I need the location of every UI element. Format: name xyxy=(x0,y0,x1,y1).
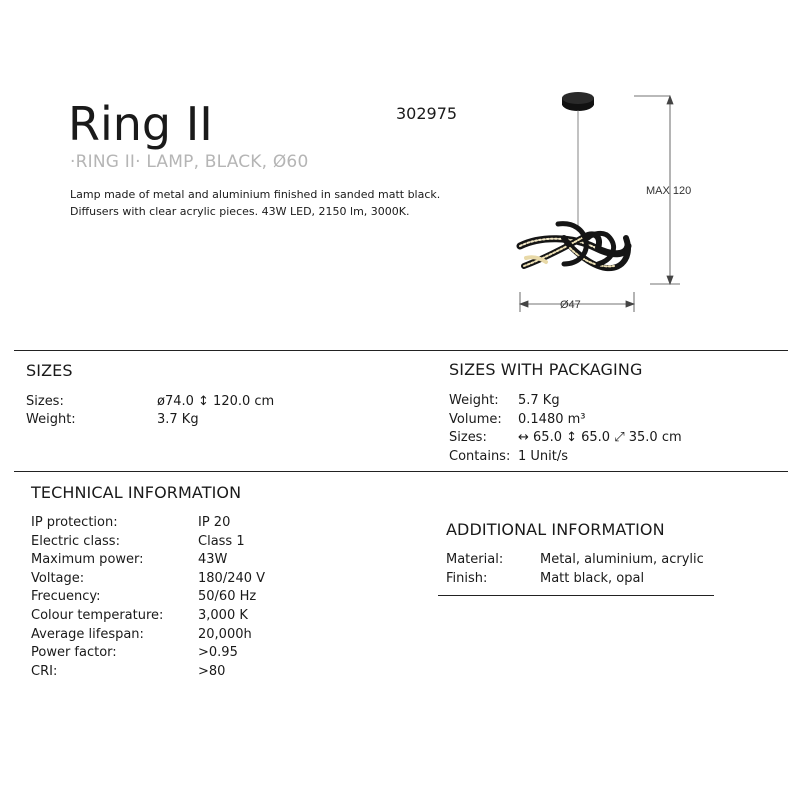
lamp-drawing xyxy=(500,88,720,318)
sizes-value: ø74.0 ↕ 120.0 cm xyxy=(157,394,275,409)
description-line: Diffusers with clear acrylic pieces. 43W LED, 2150 lm, 3000K. xyxy=(70,205,410,218)
lifespan-label: Average lifespan: xyxy=(31,627,144,642)
ip-label: IP protection: xyxy=(31,515,118,530)
lifespan-value: 20,000h xyxy=(198,627,252,642)
sizes-label: Sizes: xyxy=(26,394,64,409)
cri-value: >80 xyxy=(198,664,226,679)
finish-label: Finish: xyxy=(446,571,488,586)
packaging-contains-value: 1 Unit/s xyxy=(518,449,569,464)
additional-heading: ADDITIONAL INFORMATION xyxy=(446,520,665,539)
max-power-label: Maximum power: xyxy=(31,552,144,567)
packaging-weight-label: Weight: xyxy=(449,393,499,408)
frequency-value: 50/60 Hz xyxy=(198,589,257,604)
cri-label: CRI: xyxy=(31,664,58,679)
packaging-contains-label: Contains: xyxy=(449,449,511,464)
electric-class-label: Electric class: xyxy=(31,534,120,549)
product-code: 302975 xyxy=(396,104,458,123)
power-factor-label: Power factor: xyxy=(31,645,117,660)
packaging-heading: SIZES WITH PACKAGING xyxy=(449,360,643,379)
ip-value: IP 20 xyxy=(198,515,231,530)
width-label: Ø47 xyxy=(560,299,581,311)
sizes-heading: SIZES xyxy=(26,361,73,380)
power-factor-value: >0.95 xyxy=(198,645,238,660)
finish-value: Matt black, opal xyxy=(540,571,645,586)
product-subtitle: ·RING II· LAMP, BLACK, Ø60 xyxy=(70,152,309,172)
material-value: Metal, aluminium, acrylic xyxy=(540,552,704,567)
voltage-label: Voltage: xyxy=(31,571,85,586)
section-divider xyxy=(14,471,788,472)
description-line: Lamp made of metal and aluminium finished in sanded matt black. xyxy=(70,188,441,201)
height-label: MAX 120 xyxy=(646,185,692,197)
section-divider xyxy=(14,350,788,351)
packaging-sizes-label: Sizes: xyxy=(449,430,487,445)
colour-temp-label: Colour temperature: xyxy=(31,608,164,623)
additional-divider xyxy=(438,595,714,596)
electric-class-value: Class 1 xyxy=(198,534,245,549)
weight-value: 3.7 Kg xyxy=(157,412,199,427)
weight-label: Weight: xyxy=(26,412,76,427)
frequency-label: Frecuency: xyxy=(31,589,101,604)
material-label: Material: xyxy=(446,552,504,567)
max-power-value: 43W xyxy=(198,552,228,567)
packaging-volume-label: Volume: xyxy=(449,412,502,427)
packaging-sizes-value: ↔ 65.0 ↕ 65.0 ⤢ 35.0 cm xyxy=(518,430,682,445)
product-title: Ring II xyxy=(68,97,213,151)
lamp-rings xyxy=(520,224,628,268)
packaging-volume-value: 0.1480 m³ xyxy=(518,412,586,427)
colour-temp-value: 3,000 K xyxy=(198,608,248,623)
technical-heading: TECHNICAL INFORMATION xyxy=(31,483,242,502)
packaging-weight-value: 5.7 Kg xyxy=(518,393,560,408)
product-description xyxy=(70,186,462,220)
voltage-value: 180/240 V xyxy=(198,571,266,586)
